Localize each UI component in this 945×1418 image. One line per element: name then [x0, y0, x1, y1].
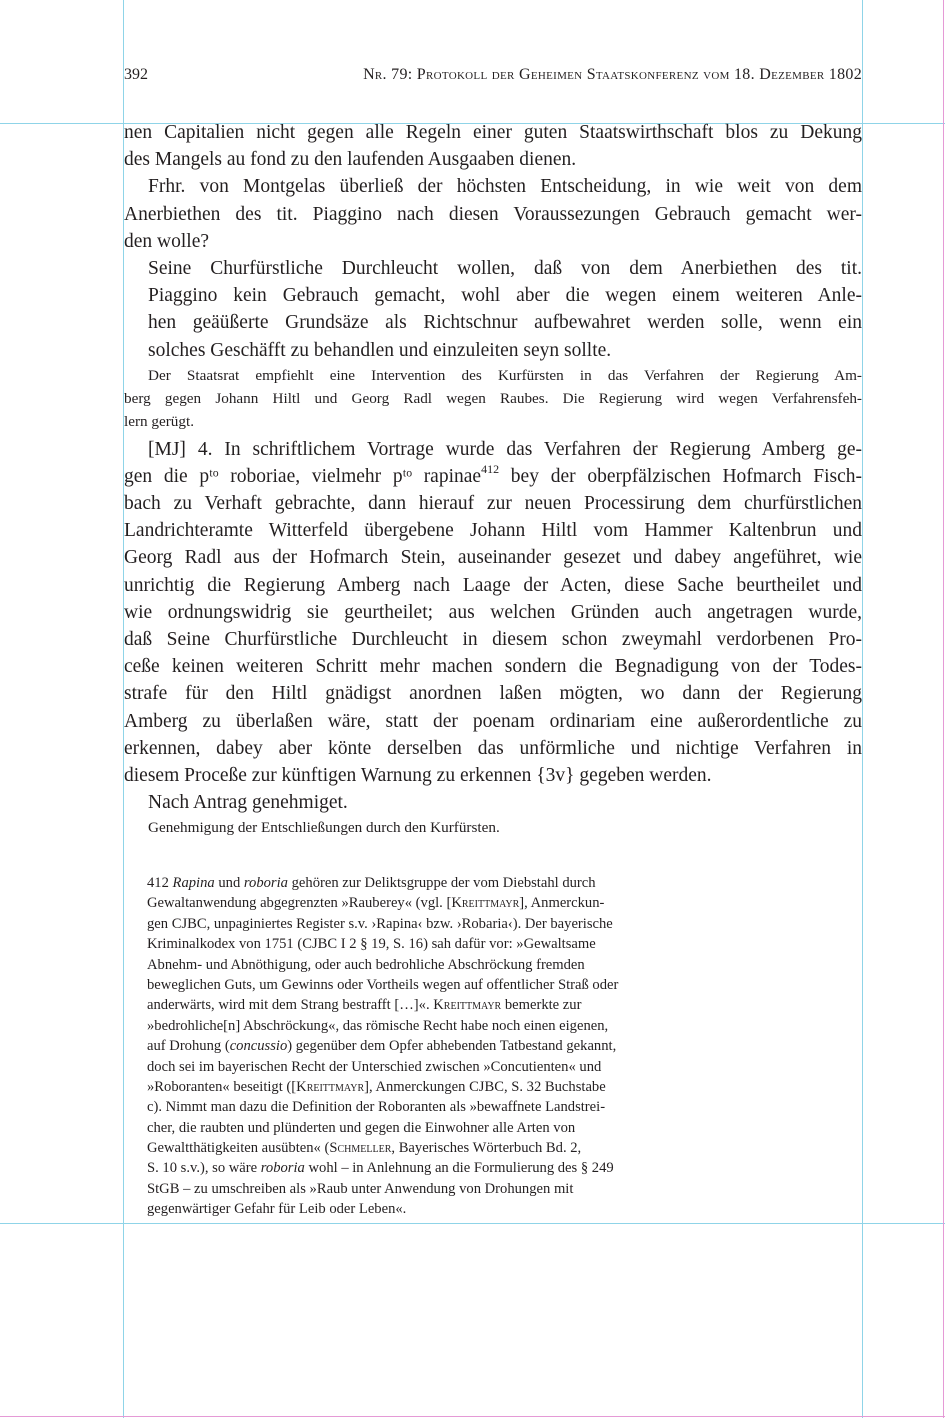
footnote-ref[interactable]: 412 — [481, 462, 500, 477]
footnote-line — [147, 1077, 692, 1097]
footnote-segment: anderwärts, wird mit dem Strang bestrafft […]«. — [147, 997, 434, 1014]
footnote-line: gegenwärtiger Gefahr für Leib oder Leben«. — [147, 1201, 407, 1218]
text-line: nen Capitalien nicht gegen alle Regeln einer guten Staatswirthschaft blos zu Dekung — [124, 122, 862, 143]
text-line — [124, 463, 862, 490]
author-name: Schmeller — [329, 1140, 392, 1157]
summary-line: Der Staatsrat empfiehlt eine Intervention des Kurfürsten in das Verfahren der Regierung Am- — [148, 366, 862, 384]
author-name: Kreittmayr — [433, 997, 502, 1014]
footnote-line: doch sei im bayerischen Recht der Unterschied zwischen »Concutienten« und — [147, 1058, 602, 1075]
decision-line: solches Geschäfft zu behandlen und einzuleiten seyn sollte. — [148, 339, 612, 361]
text-line: wie ordnungswidrig sie geurtheilet; aus welchen Gründen auch angetragen wurde, — [124, 601, 862, 623]
footnote-segment: ) gegenüber dem Opfer abhebenden Tatbestand gekannt, — [287, 1038, 617, 1055]
footnote-412 — [147, 873, 692, 1220]
author-name: Kreittmayr — [451, 895, 520, 912]
footnote-line: gen CJBC, unpaginiertes Register s.v. ›Rapina‹ bzw. ›Robaria‹). Der bayerische — [147, 915, 613, 932]
decision-line: Seine Churfürstliche Durchleucht wollen, daß von dem Anerbiethen des tit. — [148, 257, 862, 279]
footnote-line — [147, 995, 692, 1015]
text-line: ceße keinen weiteren Schritt mehr machen sondern die Begnadigung von der Todes- — [124, 656, 862, 678]
footnote-line: StGB – zu umschreiben als »Raub unter Anwendung von Drohungen mit — [147, 1180, 574, 1197]
text-line: bach zu Verhaft gebrachte, dann hierauf zur neuen Processirung dem churfürstlichen — [124, 493, 862, 515]
margin-guide-bottom — [0, 1223, 945, 1224]
text-segment: gen die pᵗᵒ roboriae, vielmehr pᵗᵒ rapinae — [124, 465, 482, 487]
footnote-segment: S. 10 s.v.), so wäre — [147, 1160, 261, 1177]
footnote-segment: auf Drohung ( — [147, 1038, 230, 1055]
decision-line: Nach Antrag genehmiget. — [148, 792, 348, 814]
footnote-line: Kriminalkodex von 1751 (CJBC I 2 § 19, S. 16) sah dafür vor: »Gewaltsame — [147, 936, 596, 953]
decision-line: Piaggino kein Gebrauch gemacht, wohl aber die wegen einem weiteren Anle- — [148, 285, 862, 307]
running-title: Nr. 79: Protokoll der Geheimen Staatskonferenz vom 18. Dezember 1802 — [363, 66, 862, 83]
footnote-line: cher, die raubten und plünderten und gegen die Einwohner alle Arten von — [147, 1119, 576, 1136]
text-line: Frhr. von Montgelas überließ der höchsten Entscheidung, in wie weit von dem — [148, 176, 862, 198]
text-line: strafe für den Hiltl gnädigst anordnen laßen mögten, wo dann der Regierung — [124, 683, 862, 705]
footnote-line: c). Nimmt man dazu die Definition der Roboranten als »bewaffnete Landstrei- — [147, 1099, 606, 1116]
footnote-segment: , Bayerisches Wörterbuch Bd. 2, — [391, 1140, 582, 1157]
text-line: daß Seine Churfürstliche Durchleucht in diesem schon zweymahl verdorbenen Pro- — [124, 629, 862, 650]
margin-guide-right — [862, 0, 863, 1418]
footnote-line — [147, 893, 692, 913]
footnote-line: Abnehm- und Abnöthigung, oder auch bedrohliche Abschröckung fremden — [147, 956, 585, 973]
footnote-line: beweglichen Guts, um Gewinns oder Vortheils wegen auf offentlicher Straß oder — [147, 976, 619, 993]
footnote-line — [147, 1036, 692, 1056]
text-line: unrichtig die Regierung Amberg nach Laage der Acten, diese Sache beurtheilet und — [124, 574, 862, 596]
footnote-segment: gehören zur Deliktsgruppe der vom Diebstahl durch — [287, 875, 596, 891]
footnote-line — [147, 1158, 692, 1178]
footnote-segment: bemerkte zur — [501, 997, 582, 1014]
author-name: Kreittmayr — [296, 1078, 365, 1095]
footnote-segment: Gewaltthätigkeiten ausübten« ( — [147, 1140, 330, 1157]
text-line: Georg Radl aus der Hofmarch Stein, auseinander gesezet und dabey angeführet, wie — [124, 547, 862, 569]
page-edge-bottom — [0, 1416, 945, 1417]
footnote-line: »bedrohliche[n] Abschröckung«, das römische Recht habe noch einen eigenen, — [147, 1017, 609, 1034]
summary-line: lern gerügt. — [124, 412, 195, 430]
text-line: diesem Proceße zur künftigen Warnung zu erkennen {3v} gegeben werden. — [124, 764, 712, 786]
footnote-segment: roboria — [260, 1160, 305, 1177]
summary-line: Genehmigung der Entschließungen durch den Kurfürsten. — [148, 819, 500, 837]
text-line: erkennen, dabey aber könte derselben das unförmliche und nichtige Verfahren in — [124, 737, 862, 759]
footnote-segment: ], Anmerckungen CJBC, S. 32 Buchstabe — [364, 1078, 606, 1095]
footnote-segment: und — [214, 875, 244, 891]
running-head — [124, 66, 862, 90]
footnote-segment: wohl – in Anlehnung an die Formulierung des § 249 — [304, 1160, 614, 1177]
page-number: 392 — [124, 66, 148, 83]
text-segment: bey der oberpfälzischen Hofmarch Fisch- — [499, 465, 863, 487]
text-line: Amberg zu überlaßen wäre, statt der poenam ordinariam eine außerordentliche zu — [124, 710, 862, 732]
text-line: des Mangels au fond zu den laufenden Ausgaaben dienen. — [124, 149, 577, 171]
text-line: den wolle? — [124, 230, 210, 252]
footnote-segment: roboria — [243, 875, 288, 891]
footnote-segment: ], Anmerckun- — [519, 895, 605, 912]
summary-line: berg gegen Johann Hiltl und Georg Radl wegen Raubes. Die Regierung wird wegen Verfahrensfeh- — [124, 389, 862, 407]
text-line: Landrichteramte Witterfeld übergebene Johann Hiltl vom Hammer Kaltenbrun und — [124, 520, 862, 542]
decision-line: hen geäüßerte Grundsäze als Richtschnur aufbewahret werden solle, wenn ein — [148, 312, 862, 334]
page-edge-right — [943, 0, 944, 1418]
text-line: Anerbiethen des tit. Piaggino nach diesen Voraussezungen Gebrauch gemacht wer- — [124, 203, 862, 225]
footnote-segment: Gewaltanwendung abgegrenzten »Rauberey« (vgl. [ — [147, 895, 452, 912]
main-text — [124, 119, 862, 839]
footnote-line — [147, 873, 692, 893]
footnote-number: 412 — [147, 875, 173, 891]
footnote-line — [147, 1138, 692, 1158]
footnote-segment: concussio — [229, 1038, 288, 1055]
footnote-segment: Rapina — [172, 875, 215, 891]
footnote-segment: »Roboranten« beseitigt ([ — [147, 1078, 297, 1095]
text-line: [MJ] 4. In schriftlichem Vortrage wurde das Verfahren der Regierung Amberg ge- — [148, 438, 862, 460]
